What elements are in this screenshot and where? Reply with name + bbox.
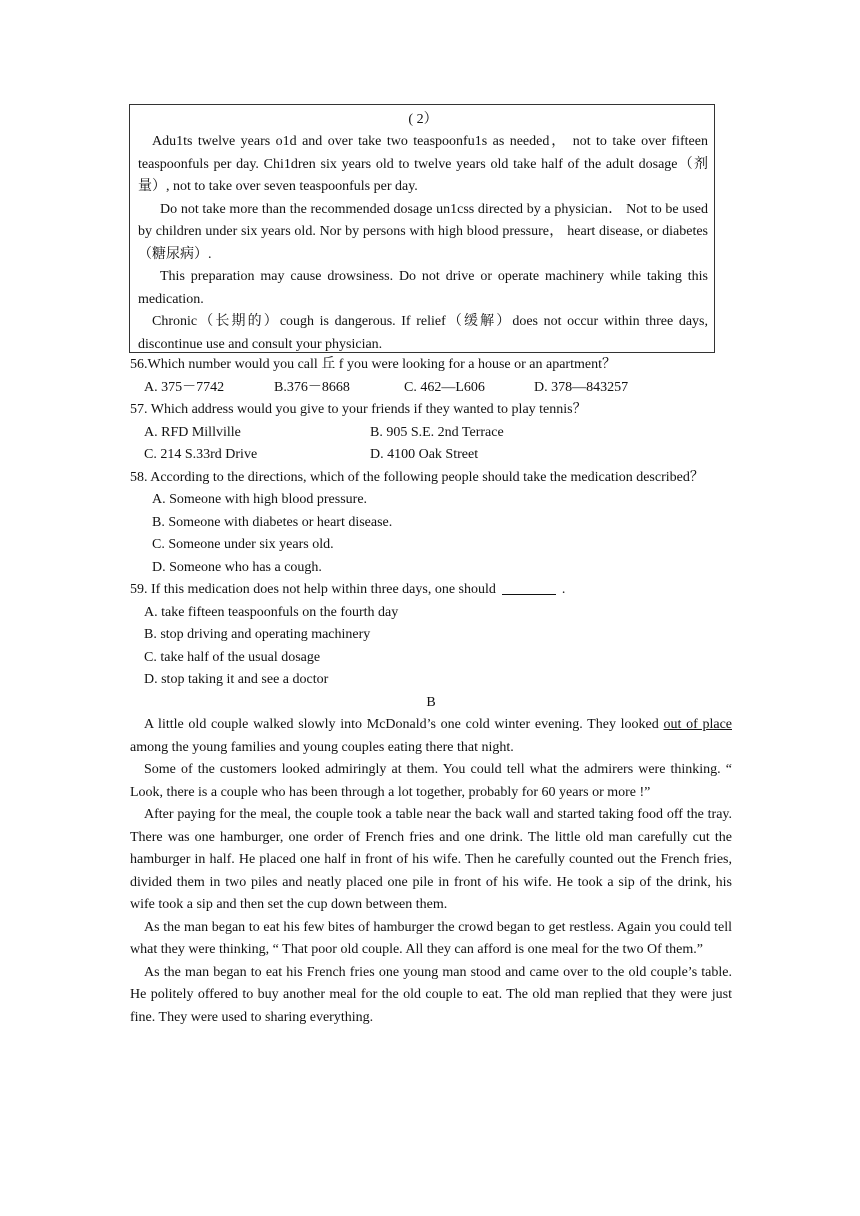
question-59-stem	[130, 579, 732, 602]
question-56-options	[130, 377, 732, 400]
passage-paragraph-dosage: Adu1ts twelve years o1d and over take two teaspoonfu1s as needed， not to take over fifteen teaspoonfuls per day. Chi1dren six years old to twelve years old take half of the adult dosage（剂量）, not to take over seven teaspoonfuls per day.	[138, 134, 708, 194]
passage-paragraph-chronic-cough: Chronic（长期的）cough is dangerous. If relief（缓解）does not occur within three days, discontinue use and consult your physician.	[138, 314, 708, 352]
reading-passage-box	[129, 104, 715, 353]
section-b-paragraph-2: Some of the customers looked admiringly at them. You could tell what the admirers were thinking. “ Look, there is a couple who has been through a lot together, probably for 60 years or more !”	[130, 762, 732, 800]
section-b-paragraph-5: As the man began to eat his French fries one young man stood and came over to the old couple’s table. He politely offered to buy another meal for the old couple to eat. The old man replied that they were just fine. They were used to sharing everything.	[130, 964, 732, 1025]
question-56-option-c: C. 462—L606	[404, 379, 485, 395]
section-b-p1-start: A little old couple walked slowly into McDonald’s one cold winter evening. They looked	[144, 717, 664, 732]
question-58-option-c: C. Someone under six years old.	[152, 537, 334, 552]
question-58-option-a: A. Someone with high blood pressure.	[152, 492, 368, 507]
section-b-p1-end: among the young families and young couples eating there that night.	[130, 739, 514, 755]
question-56-option-d: D. 378—843257	[534, 379, 629, 395]
question-57-option-c: C. 214 S.33rd Drive	[144, 447, 258, 462]
question-57-option-d: D. 4100 Oak Street	[370, 447, 479, 462]
questions-and-passage-b	[130, 354, 732, 1029]
section-b-paragraph-1	[130, 714, 732, 759]
underlined-phrase: out of place	[663, 717, 732, 732]
question-57-option-b: B. 905 S.E. 2nd Terrace	[370, 424, 504, 440]
section-b-heading: B	[426, 694, 436, 710]
question-57-option-a: A. RFD Millville	[144, 424, 241, 440]
question-58-option-b: B. Someone with diabetes or heart disease.	[152, 514, 393, 530]
question-59-stem-text: 59. If this medication does not help within three days, one should	[130, 582, 496, 597]
question-59-stem-end: .	[561, 582, 566, 597]
section-b-paragraph-3: After paying for the meal, the couple took a table near the back wall and started taking food off the tray. There was one hamburger, one order of French fries and one drink. The little old man carefully cut the hamburger in half. He placed one half in front of his wife. Then he carefully counted out the French fries, divided them in two piles and neatly placed one pile in front of his wife. He took a sip of the drink, his wife took a sip and then set the cup down between them.	[130, 807, 732, 912]
passage-number: ( 2）	[408, 112, 438, 127]
question-59-option-c: C. take half of the usual dosage	[144, 649, 321, 665]
question-57-options-row1	[130, 422, 732, 445]
question-57-stem: 57. Which address would you give to your friends if they wanted to play tennis？	[130, 402, 587, 417]
question-59-option-d: D. stop taking it and see a doctor	[144, 672, 329, 687]
question-59-option-a: A. take fifteen teaspoonfuls on the fourth day	[144, 604, 399, 620]
question-57-options-row2	[130, 444, 732, 467]
question-58-option-d: D. Someone who has a cough.	[152, 559, 322, 575]
question-56-option-b: B.376－8668	[274, 379, 350, 395]
question-56-option-a: A. 375－7742	[144, 379, 225, 395]
answer-blank	[502, 580, 556, 595]
question-58-stem: 58. According to the directions, which of the following people should take the medication described？	[130, 469, 704, 485]
question-59-option-b: B. stop driving and operating machinery	[144, 627, 371, 642]
question-56-stem: 56.Which number would you call 丘 f you were looking for a house or an apartment？	[130, 357, 616, 372]
passage-paragraph-drowsiness: This preparation may cause drowsiness. Do not drive or operate machinery while taking this medication.	[138, 269, 708, 307]
passage-paragraph-warning: Do not take more than the recommended dosage un1css directed by a physician． Not to be used by children under six years old. Nor by persons with high blood pressure， heart disease, or diabetes（糖尿病）.	[138, 201, 708, 262]
section-b-paragraph-4: As the man began to eat his few bites of hamburger the crowd began to get restless. Again you could tell what they were thinking, “ That poor old couple. All they can afford is one meal for the two Of them.”	[130, 919, 732, 957]
